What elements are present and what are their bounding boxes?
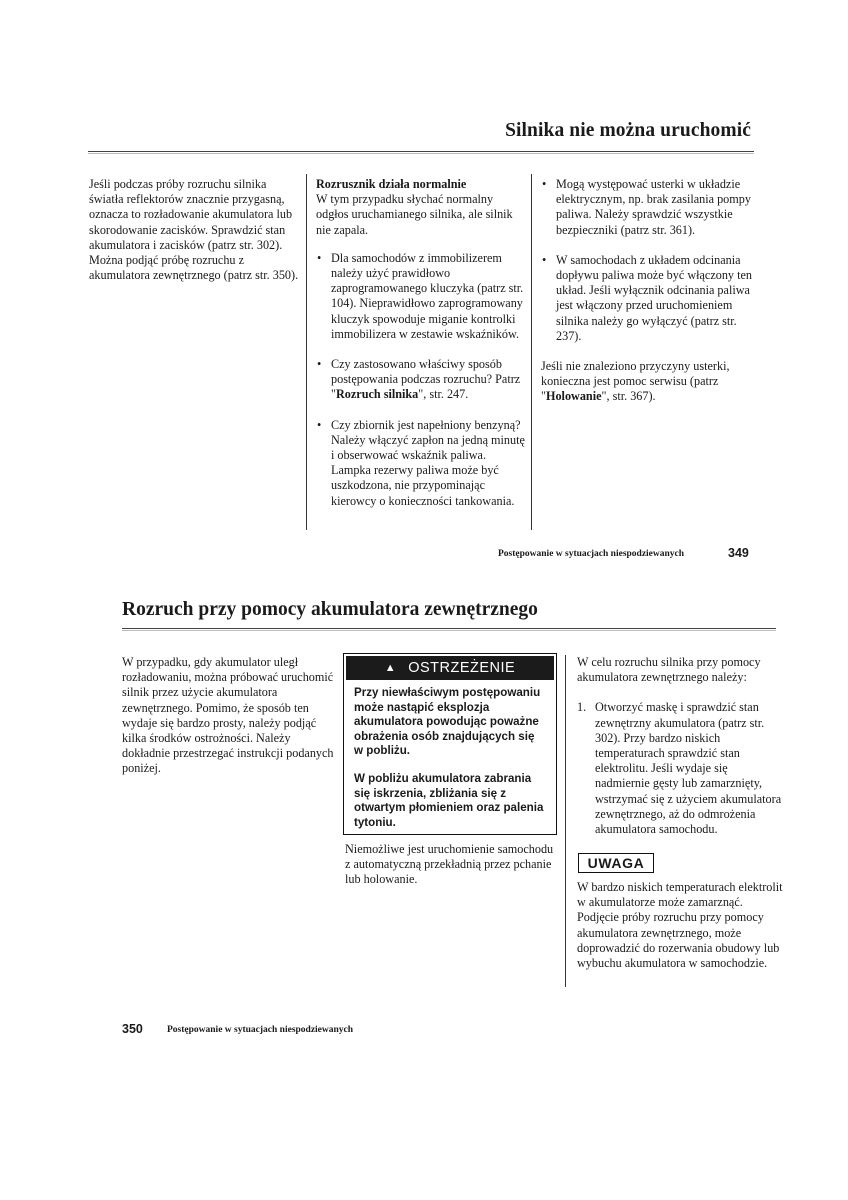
automatic-transmission-note: Niemożliwe jest uruchomienie samochodu z automatyczną przekładnią przez pchanie lub holowanie. [345,842,554,887]
page-footer-label: Postępowanie w sytuacjach niespodziewanych [498,549,685,559]
notice-label: UWAGA [587,855,645,871]
column-divider-2 [531,174,532,530]
notice-text: W bardzo niskich temperaturach elektrolit w akumulatorze może zamarznąć. Podjęcie próby rozruchu przy pomocy akumulatora zewnętrznego, może doprowadzić do rozerwania obudowy lub wybuchu akumulatora w samochodzie. [577,880,783,971]
title-rule-bottom [122,628,776,629]
list-item-text: Czy zbiornik jest napełniony benzyną? Należy włączyć zapłon na jedną minutę i obserwować wskaźnik paliwa. Lampka rezerwy paliwa może być uszkodzona, nie przypominając kierowcy o konieczności tankowania. [331,417,525,508]
warning-triangle-icon: ▲ [384,662,397,674]
section-intro: W tym przypadku słychać normalny odgłos uruchamianego silnika, ale silnik nie zapala. [316,192,513,237]
closing-paragraph [541,359,755,405]
cross-reference: Holowanie [545,389,602,404]
title-rule-top [88,151,754,152]
title-rule-top-shadow [88,153,754,154]
list-item [577,700,783,837]
list-item [541,177,755,238]
list-item-text: Dla samochodów z immobilizerem należy użyć prawidłowo zaprogramowanego kluczyka (patrz str. 104). Nieprawidłowo zaprogramowany kluczyk spowoduje miganie kontrolki immobilizera w zestawie wskaźników. [331,250,524,341]
page-number: 349 [728,546,749,560]
column-divider-3 [565,655,566,987]
steps-intro: W celu rozruchu silnika przy pomocy akumulatora zewnętrznego należy: [577,655,761,685]
closing-text: Jeśli nie znaleziono przyczyny usterki, konieczna jest pomoc serwisu (patrz " [541,359,730,404]
warning-label: OSTRZEŻENIE [408,660,516,676]
warning-text: Przy niewłaściwym postępowaniu może nastąpić eksplozja akumulatora powodując poważne obrażenia osób znajdujących się w pobliżu. [354,686,541,758]
page-footer-label: Postępowanie w sytuacjach niespodziewanych [167,1025,354,1035]
section-heading: Rozrusznik działa normalnie [316,177,467,191]
page-title-bottom: Rozruch przy pomocy akumulatora zewnętrznego [122,599,538,620]
list-item [316,251,526,342]
further-checks-section [541,177,755,405]
steps-list [577,700,783,837]
list-item [541,253,755,344]
column-divider-1 [306,174,307,530]
list-item [316,357,526,403]
warning-header [346,656,554,680]
list-item [316,418,526,509]
warning-text: W pobliżu akumulatora zabrania się iskrzenia, zbliżania się z otwartym płomieniem oraz palenia tytoniu. [354,771,544,829]
title-rule-bottom-shadow [122,630,776,631]
list-item-text: Czy zastosowano właściwy sposób postępowania podczas rozruchu? Patrz " [331,357,521,402]
page-title-top: Silnika nie można uruchomić [505,120,751,141]
jump-start-steps [577,655,783,837]
step-number: 1. [577,700,587,715]
starter-ok-section [316,177,526,524]
jump-start-intro: W przypadku, gdy akumulator uległ rozładowaniu, można próbować uruchomić silnik przez użycie akumulatora zewnętrznego. Pomimo, że sposób ten wydaje się bardzo prosty, należy podjąć kilka środków ostrożności. Należy dokładnie przestrzegać instrukcji podanych poniżej. [122,655,334,776]
warning-box [343,653,557,835]
step-text: Otworzyć maskę i sprawdzić stan zewnętrzny akumulatora (patrz str. 302). Przy bardzo niskich temperaturach sprawdzić stan elektrolitu. Jeśli wydaje się nadmiernie gęsty lub zamarznięty, wstrzymać się z użyciem akumulatora zewnętrznego, aż do odmrożenia akumulatora samochodu. [595,700,782,837]
page-number: 350 [122,1022,143,1036]
notice-label-box [578,853,654,873]
cross-reference: Rozruch silnika [335,387,419,402]
battery-check-paragraph: Jeśli podczas próby rozruchu silnika światła reflektorów znacznie przygasną, oznacza to rozładowanie akumulatora lub skorodowanie zacisków. Sprawdzić stan akumulatora i zacisków (patrz str. 302). Można podjąć próbę rozruchu z akumulatora zewnętrznego (patrz str. 350). [89,177,299,283]
list-item-text: W samochodach z układem odcinania dopływu paliwa może być włączony ten układ. Jeśli wyłącznik odcinania paliwa jest włączony przed uruchomieniem silnika należy go wyłączyć (patrz str. 237). [556,252,752,343]
closing-text: ", str. 367). [601,389,656,404]
list-item-text: ", str. 247. [418,387,469,402]
checklist [541,177,755,344]
checklist [316,251,526,509]
list-item-text: Mogą występować usterki w układzie elektrycznym, np. brak zasilania pompy paliwa. Należy sprawdzić wszystkie bezpieczniki (patrz str. 361). [556,177,751,237]
